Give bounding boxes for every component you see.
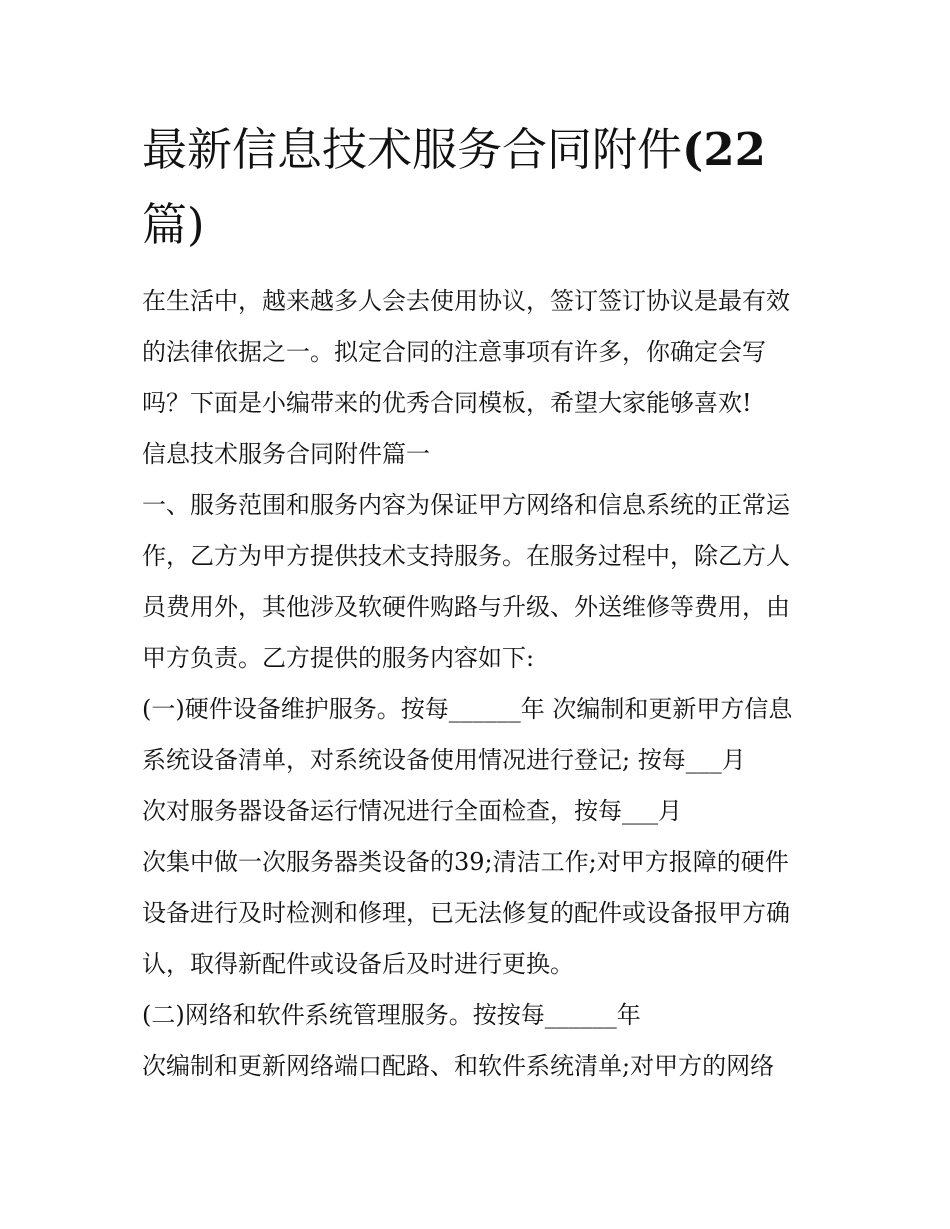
body-line-hardware-1: (一)硬件设备维护服务。按每______年 次编制和更新甲方信息	[142, 695, 793, 723]
body-line-scope-3: 员费用外，其他涉及软硬件购路与升级、外送维修等费用，由	[142, 593, 790, 621]
body-line-network-2: 次编制和更新网络端口配路、和软件系统清单;对甲方的网络	[142, 1052, 775, 1080]
body-line-hardware-4: 次集中做一次服务器类设备的39;清洁工作;对甲方报障的硬件	[142, 848, 789, 876]
body-line-scope-4: 甲方负责。乙方提供的服务内容如下:	[142, 644, 535, 672]
title-open-paren: (	[682, 123, 704, 176]
document-title	[142, 112, 822, 262]
body-line-intro-2: 的法律依据之一。拟定合同的注意事项有许多，你确定会写	[142, 338, 766, 366]
body-line-intro-3: 吗？下面是小编带来的优秀合同模板，希望大家能够喜欢!	[142, 389, 752, 417]
title-count: 22	[703, 123, 766, 176]
title-prefix: 最新信息技术服务合同附件	[142, 123, 683, 176]
document-body	[142, 276, 832, 1092]
body-line-network-1: (二)网络和软件系统管理服务。按按每______年	[142, 1001, 641, 1029]
body-line-scope-1: 一、服务范围和服务内容为保证甲方网络和信息系统的正常运	[142, 491, 790, 519]
section-heading: 信息技术服务合同附件篇一	[142, 440, 430, 468]
body-line-intro-1: 在生活中，越来越多人会去使用协议，签订签订协议是最有效	[142, 287, 790, 315]
body-line-hardware-3: 次对服务器设备运行情况进行全面检查，按每___月	[142, 797, 682, 825]
title-suffix: 篇)	[142, 198, 205, 251]
body-line-hardware-6: 认，取得新配件或设备后及时进行更换。	[142, 950, 574, 978]
body-line-scope-2: 作，乙方为甲方提供技术支持服务。在服务过程中，除乙方人	[142, 542, 790, 570]
body-line-hardware-2: 系统设备清单，对系统设备使用情况进行登记; 按每___月	[142, 746, 746, 774]
body-line-hardware-5: 设备进行及时检测和修理，已无法修复的配件或设备报甲方确	[142, 899, 790, 927]
